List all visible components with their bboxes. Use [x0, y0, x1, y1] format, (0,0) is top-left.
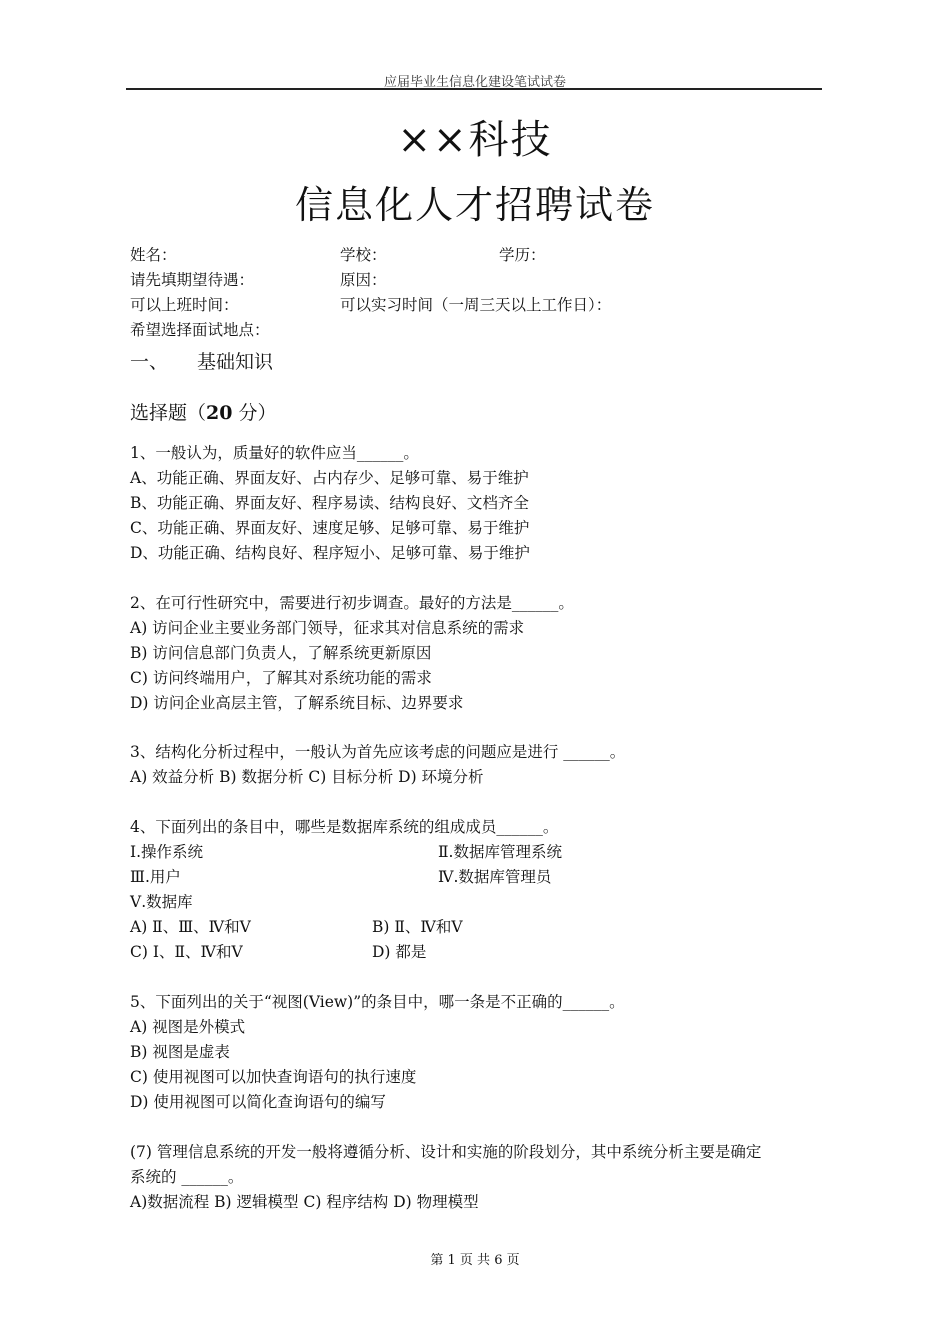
section-number: 一、	[130, 351, 169, 373]
header-rule	[126, 88, 822, 90]
q1-option-b: B、功能正确、界面友好、程序易读、结构良好、文档齐全	[130, 494, 529, 512]
q2-option-b: B) 访问信息部门负责人，了解系统更新原因	[130, 644, 432, 662]
q7-stem-line2: 系统的 ______。	[130, 1168, 244, 1186]
q2-stem: 2、在可行性研究中，需要进行初步调查。最好的方法是______。	[130, 594, 574, 612]
q5-option-a: A) 视图是外模式	[130, 1018, 246, 1036]
q1-option-a: A、功能正确、界面友好、占内存少、足够可靠、易于维护	[130, 469, 529, 487]
q1-option-d: D、功能正确、结构良好、程序短小、足够可靠、易于维护	[130, 544, 530, 562]
q1-option-c: C、功能正确、界面友好、速度足够、足够可靠、易于维护	[130, 519, 530, 537]
q4-option-b: B) Ⅱ、Ⅳ和Ⅴ	[372, 918, 463, 936]
q4-item-4: Ⅳ.数据库管理员	[438, 868, 552, 886]
subtitle-prefix: 选择题（	[130, 402, 207, 424]
q4-stem: 4、下面列出的条目中，哪些是数据库系统的组成成员______。	[130, 818, 559, 836]
q2-option-a: A) 访问企业主要业务部门领导，征求其对信息系统的需求	[130, 619, 525, 637]
q5-option-c: C) 使用视图可以加快查询语句的执行速度	[130, 1068, 417, 1086]
q4-item-1: Ⅰ.操作系统	[130, 843, 204, 861]
q3-options: A) 效益分析 B) 数据分析 C) 目标分析 D) 环境分析	[130, 768, 484, 786]
name-field-label: 姓名：	[130, 246, 177, 264]
q7-stem-line1: (7) 管理信息系统的开发一般将遵循分析、设计和实施的阶段划分，其中系统分析主要是确定	[130, 1143, 762, 1161]
q4-option-a: A) Ⅱ、Ⅲ、Ⅳ和Ⅴ	[130, 918, 251, 936]
section-name: 基础知识	[197, 351, 274, 373]
q4-option-c: C) Ⅰ、Ⅱ、Ⅳ和Ⅴ	[130, 943, 243, 961]
page-number: 第 1 页 共 6 页	[430, 1253, 520, 1268]
q5-option-d: D) 使用视图可以简化查询语句的编写	[130, 1093, 386, 1111]
school-field-label: 学校：	[340, 246, 387, 264]
reason-label: 原因：	[340, 271, 387, 289]
q5-stem: 5、下面列出的关于“视图(View)”的条目中，哪一条是不正确的______。	[130, 993, 625, 1011]
expected-pay-label: 请先填期望待遇：	[130, 271, 255, 289]
q2-option-d: D) 访问企业高层主管，了解系统目标、边界要求	[130, 694, 464, 712]
subtitle-score: 20	[206, 402, 233, 424]
start-time-label: 可以上班时间：	[130, 296, 239, 314]
subtitle-suffix: 分）	[232, 402, 277, 424]
q5-option-b: B) 视图是虚表	[130, 1043, 230, 1061]
exam-title: 信息化人才招聘试卷	[294, 183, 655, 227]
q4-item-3: Ⅲ.用户	[130, 868, 181, 886]
q4-item-5: Ⅴ.数据库	[130, 893, 193, 911]
q7-options: A)数据流程 B) 逻辑模型 C) 程序结构 D) 物理模型	[130, 1193, 479, 1211]
q3-stem: 3、结构化分析过程中，一般认为首先应该考虑的问题应是进行 ______。	[130, 743, 626, 761]
q1-stem: 1、一般认为，质量好的软件应当______。	[130, 444, 419, 462]
intern-time-label: 可以实习时间（一周三天以上工作日）：	[340, 296, 612, 314]
q2-option-c: C) 访问终端用户，了解其对系统功能的需求	[130, 669, 432, 687]
running-header: 应届毕业生信息化建设笔试试卷	[383, 75, 566, 90]
company-title: ××科技	[397, 117, 553, 163]
interview-place-label: 希望选择面试地点：	[130, 321, 270, 339]
section-subtitle	[130, 398, 277, 425]
q4-item-2: Ⅱ.数据库管理系统	[438, 843, 562, 861]
q4-option-d: D) 都是	[372, 943, 427, 961]
degree-field-label: 学历：	[499, 246, 546, 264]
